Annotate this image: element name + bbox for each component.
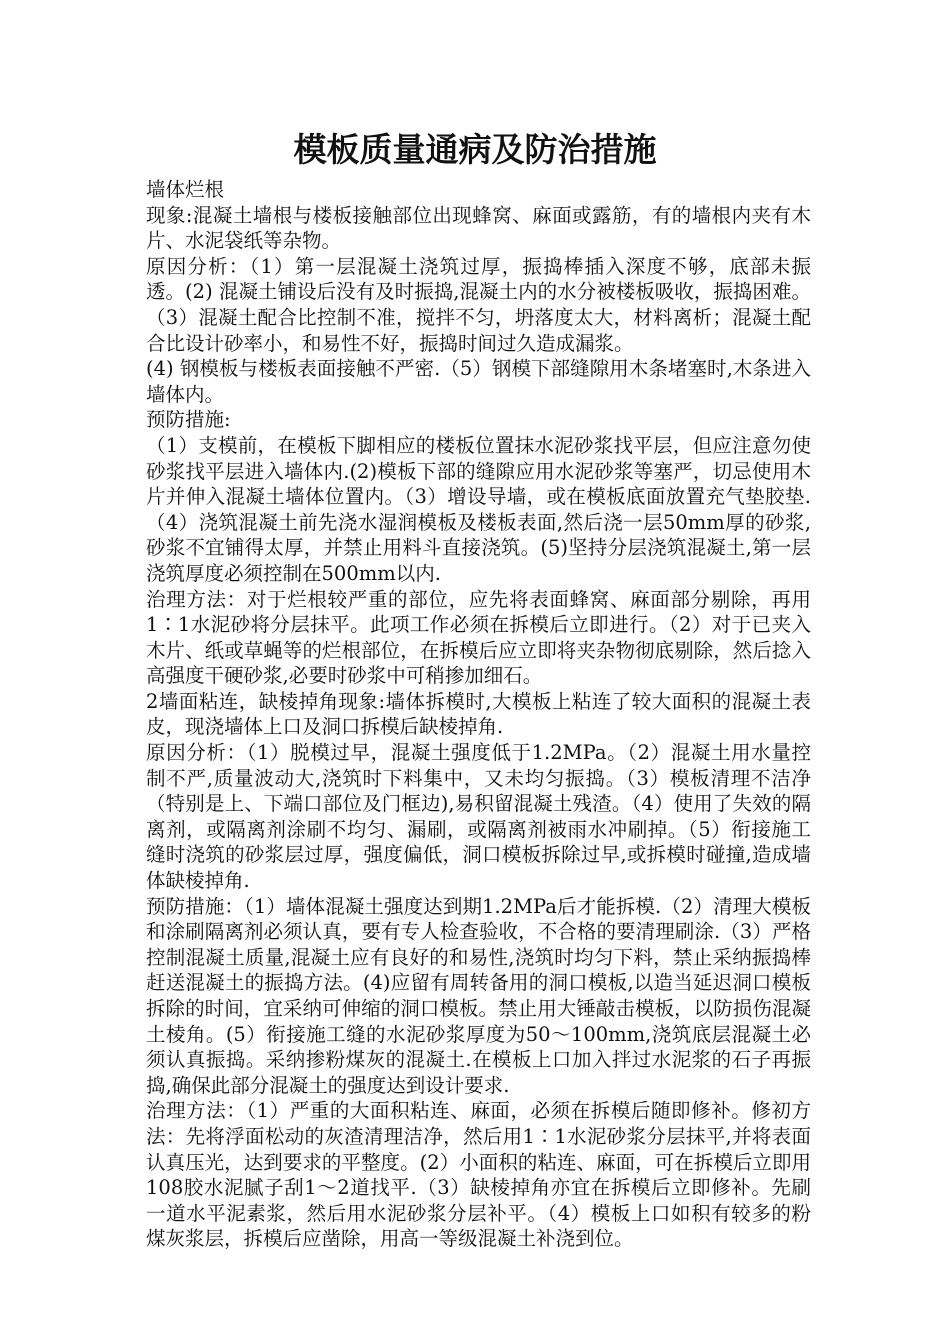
document-body	[146, 177, 811, 1252]
paragraph-treatment-method-2: 治理方法：（1）严重的大面积粘连、麻面，必须在拆模后随即修补。修初方法：先将浮面松动的灰渣清理洁净，然后用1∶1水泥砂浆分层抹平,并将表面认真压光，达到要求的平整度。(2）小面积的粘连、麻面，可在拆模后立即用108胶水泥腻子刮1～2道找平.（3）缺棱掉角亦宜在拆模后立即修补。先刷一道水平泥素浆，然后用水泥砂浆分层补平。（4）模板上口如积有较多的粉煤灰浆层，拆模后应凿除，用高一等级混凝土补浇到位。	[146, 1099, 811, 1251]
paragraph-prevention-measures-2: 预防措施：（1）墙体混凝土强度达到期1.2MPa后才能拆模.（2）清理大模板和涂刷隔离剂必须认真，要有专人检查验收，不合格的要清理刷涂.（3）严格控制混凝土质量,混凝土应有良好的和易性,浇筑时均匀下料，禁止采纳振捣棒赶送混凝土的振捣方法。(4)应留有周转备用的洞口模板,以造当延迟洞口模板拆除的时间，宜采纳可伸缩的洞口模板。禁止用大锤敲击模板，以防损伤混凝土棱角。(5）衔接施工缝的水泥砂浆厚度为50～100mm,浇筑底层混凝土必须认真振捣。采纳掺粉煤灰的混凝土.在模板上口加入拌过水泥浆的石子再振捣,确保此部分混凝土的强度达到设计要求.	[146, 894, 811, 1097]
paragraph-prevention-heading: 预防措施:	[146, 408, 231, 432]
paragraph-cause-analysis: 原因分析：（1）第一层混凝土浇筑过厚，振捣棒插入深度不够，底部未振透。(2) 混凝土铺设后没有及时振捣,混凝土内的水分被楼板吸收，振捣困难。（3）混凝土配合比控制不准，搅拌不匀，坍落度太大，材料离析；混凝土配合比设计砂率小，和易性不好，振捣时间过久造成漏浆。	[146, 254, 811, 355]
paragraph-treatment-method: 治理方法：对于烂根较严重的部位，应先将表面蜂窝、麻面部分剔除，再用1∶1水泥砂将分层抹平。此项工作必须在拆模后立即进行。（2）对于已夹入木片、纸或草蝇等的烂根部位，在拆模后应立即将夹杂物彻底剔除，然后捻入高强度干硬砂浆,必要时砂浆中可稍掺加细石。	[146, 587, 811, 688]
paragraph-wall-adhesion-phenomenon: 2墙面粘连，缺棱掉角现象:墙体拆模时,大模板上粘连了较大面积的混凝土表皮，现浇墙体上口及洞口拆模后缺棱掉角.	[146, 689, 811, 739]
paragraph-phenomenon: 现象:混凝土墙根与楼板接触部位出现蜂窝、麻面或露筋，有的墙根内夹有木片、水泥袋纸等杂物。	[146, 203, 811, 253]
section-heading-wall-root-rot: 墙体烂根	[146, 178, 225, 201]
paragraph-cause-analysis-continued: (4) 钢模板与楼板表面接触不严密.（5）钢模下部缝隙用木条堵塞时,木条进入墙体内。	[146, 357, 811, 406]
paragraph-cause-analysis-2: 原因分析：（1）脱模过早，混凝土强度低于1.2MPa。（2）混凝土用水量控制不严,质量波动大,浇筑时下料集中，又未均匀振捣。（3）模板清理不洁净（特别是上、下端口部位及门框边),易积留混凝土残渣。（4）使用了失效的隔离剂，或隔离剂涂刷不均匀、漏刷，或隔离剂被雨水冲刷掉。（5）衔接施工缝时浇筑的砂浆层过厚，强度偏低，洞口模板拆除过早,或拆模时碰撞,造成墙体缺棱掉角.	[146, 741, 811, 893]
paragraph-prevention-measures: （1）支模前，在模板下脚相应的楼板位置抹水泥砂浆找平层，但应注意勿使砂浆找平层进入墙体内.(2)模板下部的缝隙应用水泥砂浆等塞严，切忌使用木片并伸入混凝土墙体位置内。（3）增设导墙，或在模板底面放置充气垫胶垫.（4）浇筑混凝土前先浇水湿润模板及楼板表面,然后浇一层50mm厚的砂浆,砂浆不宜铺得太厚，并禁止用料斗直接浇筑。(5)坚持分层浇筑混凝土,第一层浇筑厚度必须控制在500mm以内.	[146, 433, 811, 585]
document-title: 模板质量通病及防治措施	[293, 130, 657, 169]
